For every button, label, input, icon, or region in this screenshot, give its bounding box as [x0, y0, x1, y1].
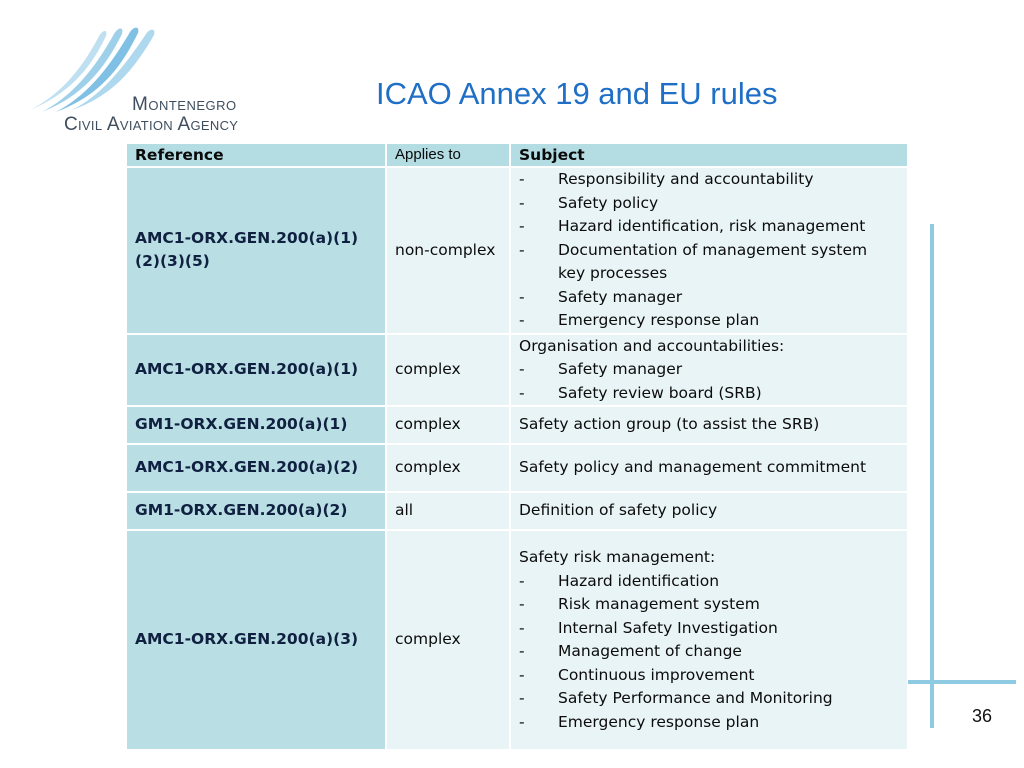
table-row — [126, 334, 908, 407]
list-item: - Safety review board (SRB) — [519, 382, 899, 406]
list-item: - Continuous improvement — [519, 664, 899, 688]
applies-to-cell: all — [386, 492, 510, 530]
list-item: - Management of change — [519, 640, 899, 664]
subject-cell: Safety action group (to assist the SRB) — [510, 406, 908, 444]
list-item: - Documentation of management system key processes — [519, 239, 899, 286]
applies-to-cell: non-complex — [386, 167, 510, 334]
reference-cell: GM1-ORX.GEN.200(a)(1) — [126, 406, 386, 444]
subject-cell — [510, 167, 908, 334]
logo-text-line1: Montenegro — [132, 94, 237, 115]
reference-cell: AMC1-ORX.GEN.200(a)(1) — [126, 334, 386, 407]
reference-cell: GM1-ORX.GEN.200(a)(2) — [126, 492, 386, 530]
subject-cell: Safety policy and management commitment — [510, 444, 908, 492]
list-item: - Emergency response plan — [519, 309, 899, 333]
list-item: - Safety manager — [519, 286, 899, 310]
subject-cell — [510, 334, 908, 407]
slide-title: ICAO Annex 19 and EU rules — [376, 76, 778, 111]
table-row — [126, 406, 908, 444]
table-row — [126, 530, 908, 750]
subject-list — [519, 570, 899, 735]
reference-cell: AMC1-ORX.GEN.200(a)(2) — [126, 444, 386, 492]
table-row — [126, 492, 908, 530]
subject-intro: Safety risk management: — [519, 548, 716, 566]
agency-logo — [28, 26, 248, 138]
list-item: - Hazard identification — [519, 570, 899, 594]
reference-cell: AMC1-ORX.GEN.200(a)(1)(2)(3)(5) — [126, 167, 386, 334]
list-item: - Safety policy — [519, 192, 899, 216]
list-item: - Emergency response plan — [519, 711, 899, 735]
header-applies-to: Applies to — [386, 143, 510, 167]
rules-table — [125, 142, 909, 751]
subject-cell — [510, 530, 908, 750]
table-row — [126, 444, 908, 492]
subject-intro: Organisation and accountabilities: — [519, 336, 785, 355]
header-reference: Reference — [126, 143, 386, 167]
table-row — [126, 167, 908, 334]
decorative-vertical-line — [930, 224, 934, 728]
applies-to-cell: complex — [386, 406, 510, 444]
logo-text-line2: Civil Aviation Agency — [64, 114, 239, 135]
applies-to-cell: complex — [386, 334, 510, 407]
list-item: - Safety Performance and Monitoring — [519, 687, 899, 711]
subject-list — [519, 168, 899, 333]
subject-list — [519, 358, 899, 405]
decorative-horizontal-line — [908, 680, 1016, 684]
header-subject: Subject — [510, 143, 908, 167]
subject-cell: Definition of safety policy — [510, 492, 908, 530]
list-item: - Responsibility and accountability — [519, 168, 899, 192]
list-item: - Hazard identification, risk management — [519, 215, 899, 239]
page-number: 36 — [972, 706, 993, 726]
applies-to-cell: complex — [386, 530, 510, 750]
table-header-row — [126, 143, 908, 167]
list-item: - Safety manager — [519, 358, 899, 382]
list-item: - Internal Safety Investigation — [519, 617, 899, 641]
applies-to-cell: complex — [386, 444, 510, 492]
list-item: - Risk management system — [519, 593, 899, 617]
reference-cell: AMC1-ORX.GEN.200(a)(3) — [126, 530, 386, 750]
